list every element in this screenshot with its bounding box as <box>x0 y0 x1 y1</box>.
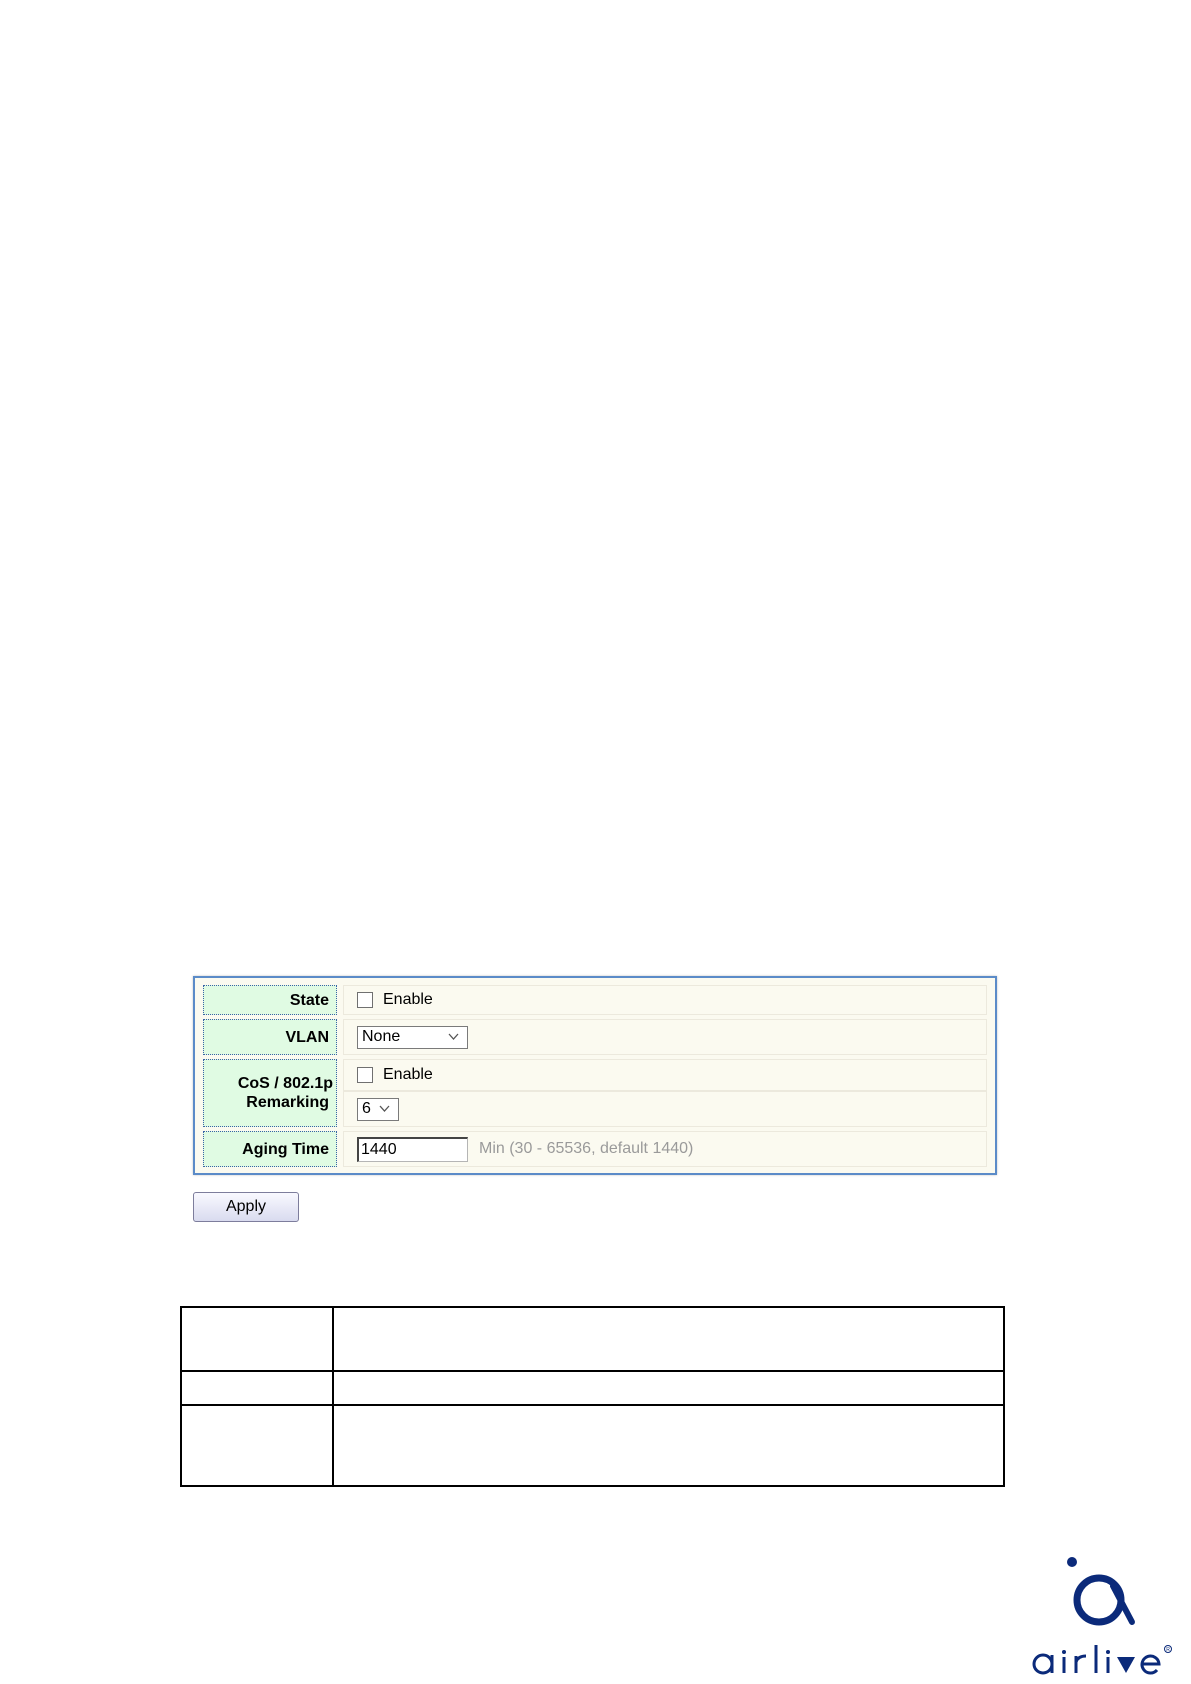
state-value-cell <box>343 985 987 1015</box>
aging-time-hint: Min (30 - 65536, default 1440) <box>479 1140 694 1157</box>
vlan-select[interactable] <box>357 1026 468 1049</box>
airlive-logo-icon <box>1028 1556 1178 1680</box>
cos-label: CoS / 802.1p Remarking <box>203 1059 337 1127</box>
table-cell <box>333 1371 1004 1405</box>
config-panel <box>193 976 997 1175</box>
vlan-row <box>203 1019 987 1055</box>
table-cell <box>333 1307 1004 1371</box>
state-row <box>203 985 987 1015</box>
aging-value-cell <box>343 1131 987 1167</box>
chevron-down-icon <box>379 1104 390 1113</box>
aging-row <box>203 1131 987 1167</box>
cos-priority-cell <box>343 1091 987 1127</box>
cos-priority-select[interactable] <box>357 1098 399 1121</box>
table-row <box>181 1371 1004 1405</box>
cos-enable-label[interactable]: Enable <box>383 1066 433 1083</box>
table-cell <box>181 1307 333 1371</box>
table-row <box>181 1405 1004 1486</box>
cos-enable-cell <box>343 1059 987 1091</box>
state-enable-label[interactable]: Enable <box>383 991 433 1008</box>
vlan-value-cell <box>343 1019 987 1055</box>
apply-button[interactable]: Apply <box>193 1192 299 1222</box>
table-cell <box>181 1371 333 1405</box>
description-table <box>180 1306 1005 1487</box>
cos-enable-checkbox[interactable] <box>357 1067 373 1083</box>
state-label: State <box>203 985 337 1015</box>
vlan-select-value: None <box>362 1028 401 1045</box>
cos-priority-value: 6 <box>362 1100 371 1117</box>
vlan-label: VLAN <box>203 1019 337 1055</box>
table-cell <box>333 1405 1004 1486</box>
state-enable-checkbox[interactable] <box>357 992 373 1008</box>
table-cell <box>181 1405 333 1486</box>
aging-label: Aging Time <box>203 1131 337 1167</box>
cos-row <box>203 1059 987 1127</box>
aging-time-input[interactable] <box>357 1137 468 1162</box>
chevron-down-icon <box>448 1032 459 1041</box>
table-row <box>181 1307 1004 1371</box>
svg-text:R: R <box>1166 1647 1170 1653</box>
